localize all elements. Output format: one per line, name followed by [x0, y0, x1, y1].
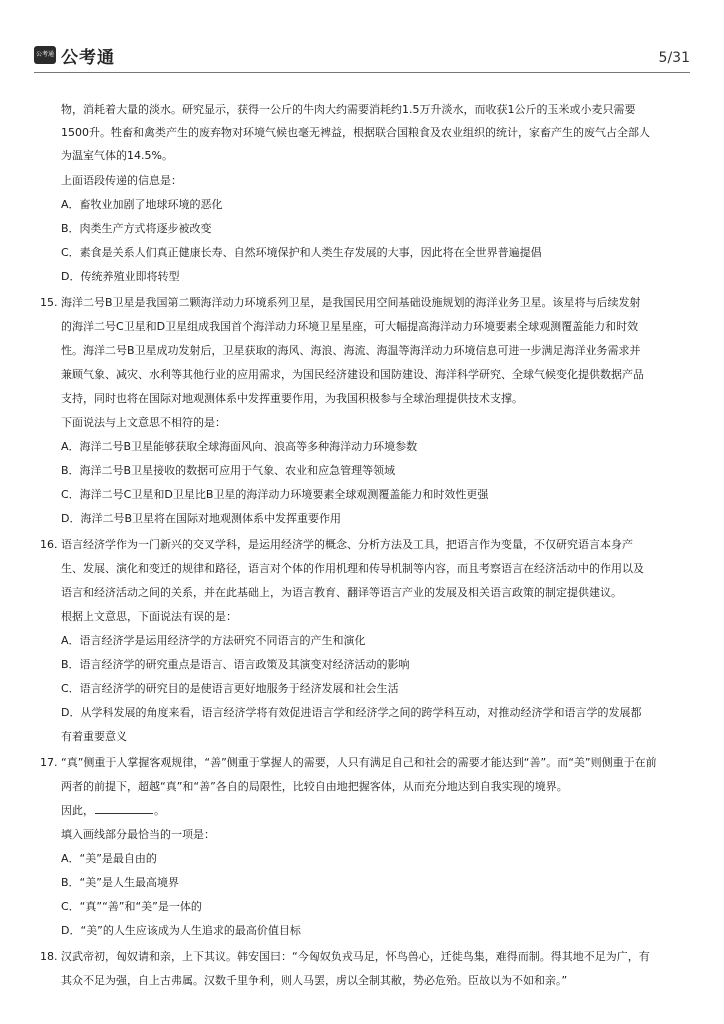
- question-prompt: 上面语段传递的信息是：: [61, 174, 182, 187]
- option-c: C．素食是关系人们真正健康长寿、自然环境保护和人类生存发展的大事，因此将在全世界普遍提倡: [61, 246, 542, 259]
- question-number: 16.: [40, 538, 58, 551]
- page-header: [0, 0, 724, 80]
- option-b: B．海洋二号B卫星接收的数据可应用于气象、农业和应急管理等领域: [61, 464, 396, 477]
- question-number: 17.: [40, 756, 58, 769]
- option-d-continued: 有着重要意义: [61, 730, 127, 743]
- passage-line: 支持，同时也将在国际对地观测体系中发挥重要作用，为我国积极参与全球治理提供技术支撑。: [61, 392, 523, 405]
- passage-line: 生、发展、演化和变迁的规律和路径，语言对个体的作用机理和传导机制等内容，而且考察语言在经济活动中的作用以及: [61, 562, 644, 575]
- option-b: B．语言经济学的研究重点是语言、语言政策及其演变对经济活动的影响: [61, 658, 410, 671]
- option-a: A．“美”是最自由的: [61, 852, 157, 865]
- question-number: 18.: [40, 950, 58, 963]
- page-number: 5/31: [658, 50, 690, 66]
- logo-text: 公考通: [61, 47, 115, 68]
- option-a: A．语言经济学是运用经济学的方法研究不同语言的产生和演化: [61, 634, 366, 647]
- passage-line: 物，消耗着大量的淡水。研究显示，获得一公斤的牛肉大约需要消耗约1.5万升淡水，而收获1公斤的玉米或小麦只需要: [61, 103, 636, 116]
- passage-line: 两者的前提下，超越“真”和“善”各自的局限性，比较自由地把握客体，从而充分地达到自我实现的境界。: [61, 780, 568, 793]
- question-prompt: 下面说法与上文意思不相符的是：: [61, 416, 226, 429]
- option-a: A．海洋二号B卫星能够获取全球海面风向、浪高等多种海洋动力环境参数: [61, 440, 418, 453]
- passage-line: 性。海洋二号B卫星成功发射后，卫星获取的海风、海浪、海流、海温等海洋动力环境信息可进一步满足海洋业务需求并: [61, 344, 641, 357]
- option-d: D．海洋二号B卫星将在国际对地观测体系中发挥重要作用: [61, 512, 342, 525]
- fill-blank: [95, 803, 153, 814]
- logo-badge-icon: 公考通: [34, 46, 56, 64]
- passage-line: 的海洋二号C卫星和D卫星组成我国首个海洋动力环境卫星星座，可大幅提高海洋动力环境要素全球观测覆盖能力和时效: [61, 320, 639, 333]
- passage-line: 海洋二号B卫星是我国第二颗海洋动力环境系列卫星，是我国民用空间基础设施规划的海洋业务卫星。该星将与后续发射: [61, 296, 641, 309]
- question-number: 15.: [40, 296, 58, 309]
- passage-line: 汉武帝初，匈奴请和亲，上下其议。韩安国曰：“今匈奴负戎马足，怀鸟兽心，迁徙鸟集，难得而制。得其地不足为广，有: [61, 950, 650, 963]
- option-d: D．传统养殖业即将转型: [61, 270, 180, 283]
- passage-line: “真”侧重于人掌握客观规律，“善”侧重于掌握人的需要，人只有满足自己和社会的需要才能达到“善”。而“美”则侧重于在前: [61, 756, 657, 769]
- option-a: A．畜牧业加剧了地球环境的恶化: [61, 198, 223, 211]
- fill-in-line: [61, 799, 165, 823]
- passage-line: 1500升。牲畜和禽类产生的废弃物对环境气候也毫无裨益，根据联合国粮食及农业组织的统计，家畜产生的废气占全部人: [61, 126, 650, 139]
- passage-line: 为温室气体的14.5%。: [61, 149, 173, 162]
- option-d: D．从学科发展的角度来看，语言经济学将有效促进语言学和经济学之间的跨学科互动，对推动经济学和语言学的发展都: [61, 706, 642, 719]
- fill-prefix: 因此，: [61, 804, 94, 817]
- option-c: C．海洋二号C卫星和D卫星比B卫星的海洋动力环境要素全球观测覆盖能力和时效性更强: [61, 488, 489, 501]
- brand-logo: [34, 44, 115, 66]
- option-c: C．“真”“善”和“美”是一体的: [61, 900, 202, 913]
- passage-line: 其众不足为强，自上古弗属。汉数千里争利，则人马罢，虏以全制其敝，势必危殆。臣故以为不如和亲。”: [61, 974, 568, 987]
- question-prompt: 填入画线部分最恰当的一项是：: [61, 828, 215, 841]
- passage-line: 语言经济学作为一门新兴的交叉学科，是运用经济学的概念、分析方法及工具，把语言作为变量，不仅研究语言本身产: [61, 538, 633, 551]
- option-d: D．“美”的人生应该成为人生追求的最高价值目标: [61, 924, 301, 937]
- passage-line: 兼顾气象、减灾、水利等其他行业的应用需求，为国民经济建设和国防建设、海洋科学研究、全球气候变化提供数据产品: [61, 368, 644, 381]
- option-b: B．肉类生产方式将逐步被改变: [61, 222, 212, 235]
- question-prompt: 根据上文意思，下面说法有误的是：: [61, 610, 237, 623]
- option-b: B．“美”是人生最高境界: [61, 876, 179, 889]
- option-c: C．语言经济学的研究目的是使语言更好地服务于经济发展和社会生活: [61, 682, 399, 695]
- passage-line: 语言和经济活动之间的关系，并在此基础上，为语言教育、翻译等语言产业的发展及相关语言政策的制定提供建议。: [61, 586, 622, 599]
- fill-suffix: 。: [154, 804, 165, 817]
- header-divider: [34, 72, 690, 73]
